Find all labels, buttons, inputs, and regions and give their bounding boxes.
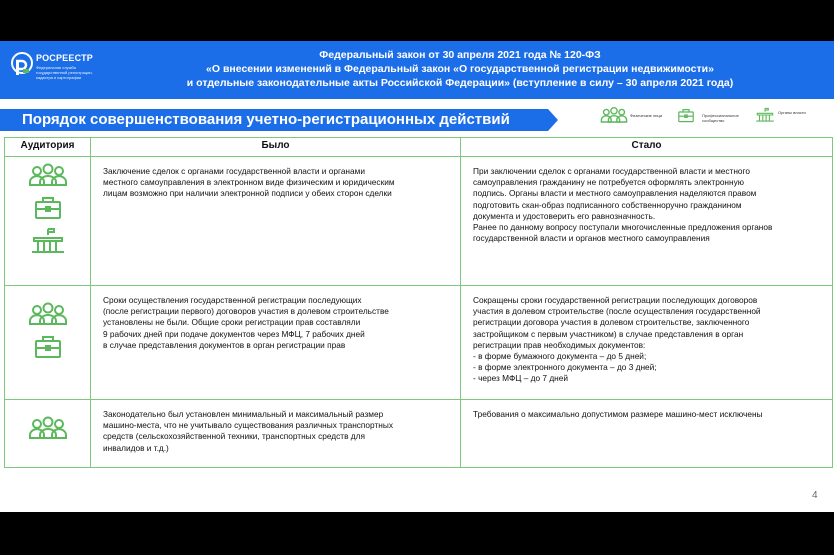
text-line: регистрации договора участия в долевом строительстве, заключенного <box>473 317 750 328</box>
people-icon <box>28 302 68 326</box>
text-line: документа и удостоверить его равнозначность. <box>473 210 656 221</box>
legend-label: Физические лица <box>630 113 663 118</box>
briefcase-icon <box>28 195 68 219</box>
header-banner <box>0 41 834 99</box>
legend-item-individuals <box>600 104 663 128</box>
header-audience: Аудитория <box>5 138 91 157</box>
text-line: инвалидов и т.д.) <box>103 442 169 453</box>
people-icon <box>28 416 68 440</box>
text-line: - в форме электронного документа – до 3 дней; <box>473 362 657 373</box>
text-line: Законодательно был установлен минимальный и максимальный размер <box>103 409 384 419</box>
header-line-3: и отдельные законодательные акты Российской Федерации» (вступление в силу – 30 апреля 2021 года) <box>186 77 734 89</box>
text-line: подпись. Органы власти и местного самоуправления наделяются правом <box>473 188 757 199</box>
logo-name: РОСРЕЕСТР <box>36 53 93 63</box>
text-line: местного самоуправления в электронном виде физическим и юридическим <box>103 177 395 188</box>
text-line: Требования о максимально допустимом размере машино-мест исключены <box>473 409 763 419</box>
rosreestr-logo-icon <box>10 51 34 81</box>
now-cell <box>461 157 833 286</box>
logo-subtitle: Федеральная служба государственной регистрации, кадастра и картографии <box>36 65 93 80</box>
text-line: Сокращены сроки государственной регистрации последующих договоров <box>473 295 758 305</box>
text-line: Ранее по данному вопросу поступали многочисленные предложения органов <box>473 222 773 233</box>
briefcase-icon <box>674 104 698 126</box>
audience-cell <box>5 400 91 468</box>
page-number: 4 <box>812 490 818 501</box>
comparison-table <box>4 137 833 468</box>
section-title: Порядок совершенствования учетно-регистрационных действий <box>22 111 510 128</box>
audience-cell <box>5 157 91 286</box>
text-line: подготовить скан-образ подписанного собственноручно гражданином <box>473 199 742 210</box>
header-line-2: «О внесении изменений в Федеральный закон «О государственной регистрации недвижимости» <box>206 63 714 75</box>
now-cell <box>461 400 833 468</box>
was-cell <box>91 286 461 400</box>
text-line: машино-места, что не учитывало существования различных транспортных <box>103 420 393 431</box>
text-line: При заключении сделок с органами государственной власти и местного <box>473 166 750 176</box>
text-line: - через МФЦ – до 7 дней <box>473 373 569 384</box>
text-line: Сроки осуществления государственной регистрации последующих <box>103 295 362 305</box>
was-cell <box>91 400 461 468</box>
table-header-row <box>5 138 833 157</box>
people-icon <box>600 104 628 126</box>
text-line: средств (сельскохозяйственной техники, транспортных средств для <box>103 431 365 442</box>
section-title-bar <box>0 109 548 131</box>
was-cell <box>91 157 461 286</box>
audience-cell <box>5 286 91 400</box>
text-line: застройщиком с первым участником) в случае представления в орган <box>473 328 744 339</box>
table-row <box>5 286 833 400</box>
legend-item-professional <box>674 104 750 128</box>
header-now: Стало <box>461 138 833 157</box>
header-title <box>120 48 800 90</box>
text-line: самоуправления гражданину не потребуется оформлять электронную <box>473 177 744 188</box>
text-line: в случае представления документов в орган регистрации прав <box>103 339 346 350</box>
text-line: - в форме бумажного документа – до 5 дней; <box>473 351 647 362</box>
table-row <box>5 157 833 286</box>
government-building-icon <box>754 104 776 126</box>
people-icon <box>28 163 68 187</box>
text-line: государственной власти и органов местного самоуправления <box>473 233 710 244</box>
legend-label: Органы власти <box>778 110 806 115</box>
slide <box>0 41 834 512</box>
text-line: лицам возможно при наличии электронной подписи у обеих сторон сделки <box>103 188 392 199</box>
text-line: установлены не были. Общие сроки регистрации прав составляли <box>103 317 361 328</box>
table-row <box>5 400 833 468</box>
now-cell <box>461 286 833 400</box>
header-was: Было <box>91 138 461 157</box>
briefcase-icon <box>28 334 68 358</box>
text-line: участия в долевом строительстве (после осуществления государственной <box>473 306 761 317</box>
text-line: регистрации прав необходимых документов: <box>473 339 646 350</box>
government-building-icon <box>28 227 68 255</box>
rosreestr-logo <box>10 49 110 91</box>
legend-label: Профессиональное сообщество <box>702 113 739 123</box>
text-line: Заключение сделок с органами государственной власти и органами <box>103 166 365 176</box>
header-line-1: Федеральный закон от 30 апреля 2021 года № 120-ФЗ <box>319 49 601 61</box>
legend-item-authorities <box>754 104 814 128</box>
text-line: (после регистрации первого) договоров участия в долевом строительстве <box>103 306 389 317</box>
text-line: 9 рабочих дней при подаче документов через МФЦ, 7 рабочих дней <box>103 328 365 339</box>
